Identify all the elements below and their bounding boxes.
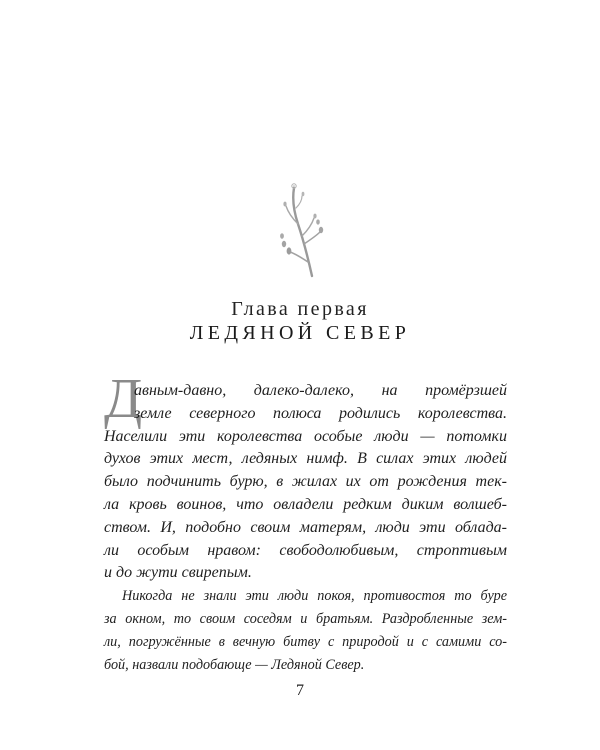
- drop-cap: Д: [104, 368, 143, 430]
- text-line: земле северного полюса родились королевства.: [134, 404, 507, 422]
- paragraph-1: [104, 380, 507, 585]
- branch-ornament-icon: [268, 178, 332, 278]
- chapter-text: [104, 380, 507, 676]
- text-line: бой, назвали подобающе — Ледяной Север.: [104, 656, 365, 673]
- text-line: ли, погружённые в вечную битву с природой и с самими со-: [104, 633, 507, 650]
- chapter-title: ЛЕДЯНОЙ СЕВЕР: [189, 322, 411, 344]
- text-line: авным-давно, далеко-далеко, на промёрзшей: [134, 382, 507, 399]
- paragraph-2: [104, 585, 507, 676]
- text-line: Никогда не знали эти люди покоя, противостоя то буре: [122, 588, 507, 605]
- text-line: ли особым нравом: свободолюбивым, строптивым: [104, 541, 507, 559]
- text-line: было подчинить бурю, в жилах их от рождения тек-: [104, 473, 507, 491]
- text-line: духов этих мест, ледяных нимф. В силах этих людей: [104, 450, 507, 468]
- text-line: ла кровь воинов, что овладели редким диким волшеб-: [104, 495, 507, 513]
- page-number: 7: [296, 682, 304, 699]
- chapter-number: Глава первая: [231, 298, 369, 320]
- text-line: Населили эти королевства особые люди — потомки: [104, 427, 507, 445]
- text-line: ством. И, подобно своим матерям, люди эти облада-: [104, 518, 507, 536]
- text-line: и до жути свирепым.: [104, 564, 252, 582]
- text-line: за окном, то своим соседям и братьям. Раздробленные зем-: [104, 610, 507, 627]
